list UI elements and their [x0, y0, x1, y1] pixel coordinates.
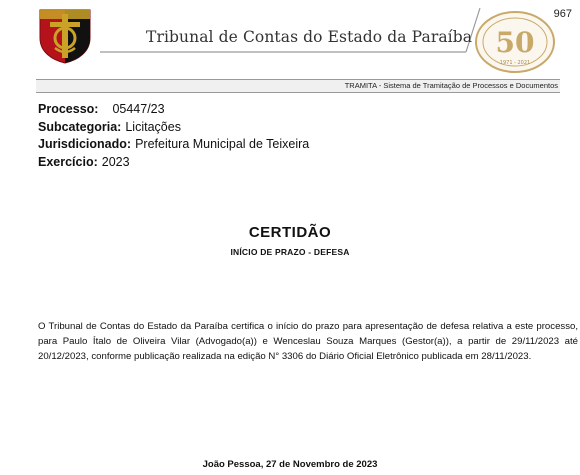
- system-label: TRAMITA - Sistema de Tramitação de Processos e Documentos: [344, 81, 558, 90]
- subcategoria-value: Licitações: [125, 119, 181, 134]
- jurisdicionado-label: Jurisdicionado:: [38, 137, 132, 151]
- subcategoria-label: Subcategoria:: [38, 119, 122, 134]
- processo-row: [38, 101, 309, 119]
- process-metadata: [38, 101, 309, 171]
- tce-50-anos-seal-icon: [474, 10, 556, 74]
- exercicio-label: Exercício:: [38, 154, 98, 169]
- certificate-body: O Tribunal de Contas do Estado da Paraíba certifica o início do prazo para apresentação de defesa relativa a este processo, para Paulo Ítalo de Oliveira Vilar (Advogado(a)) e Wenceslau Souza Marques (Gestor(a)), a partir de 29/11/2023 até 20/12/2023, conforme publicação realizada na edição N° 3306 do Diário Oficial Eletrônico publicada em 28/11/2023.: [38, 321, 578, 362]
- jurisdicionado-row: [38, 136, 309, 154]
- tce-pb-coat-of-arms-icon: [38, 8, 92, 64]
- subcategoria-row: [38, 119, 309, 137]
- place-and-date: João Pessoa, 27 de Novembro de 2023: [202, 459, 378, 470]
- page-number: 967: [553, 8, 572, 20]
- institution-title: Tribunal de Contas do Estado da Paraíba: [146, 28, 473, 46]
- document-title: CERTIDÃO: [248, 224, 332, 241]
- seal-number: 50: [495, 26, 535, 59]
- seal-years: 1971 - 2021: [499, 60, 531, 66]
- jurisdicionado-value: Prefeitura Municipal de Teixeira: [135, 137, 310, 151]
- exercicio-value: 2023: [101, 154, 130, 169]
- system-bar: [36, 79, 560, 93]
- processo-value: 05447/23: [112, 102, 165, 116]
- exercicio-row: [38, 154, 309, 172]
- document-subtitle: INÍCIO DE PRAZO - DEFESA: [230, 247, 350, 257]
- processo-label: Processo:: [38, 102, 99, 116]
